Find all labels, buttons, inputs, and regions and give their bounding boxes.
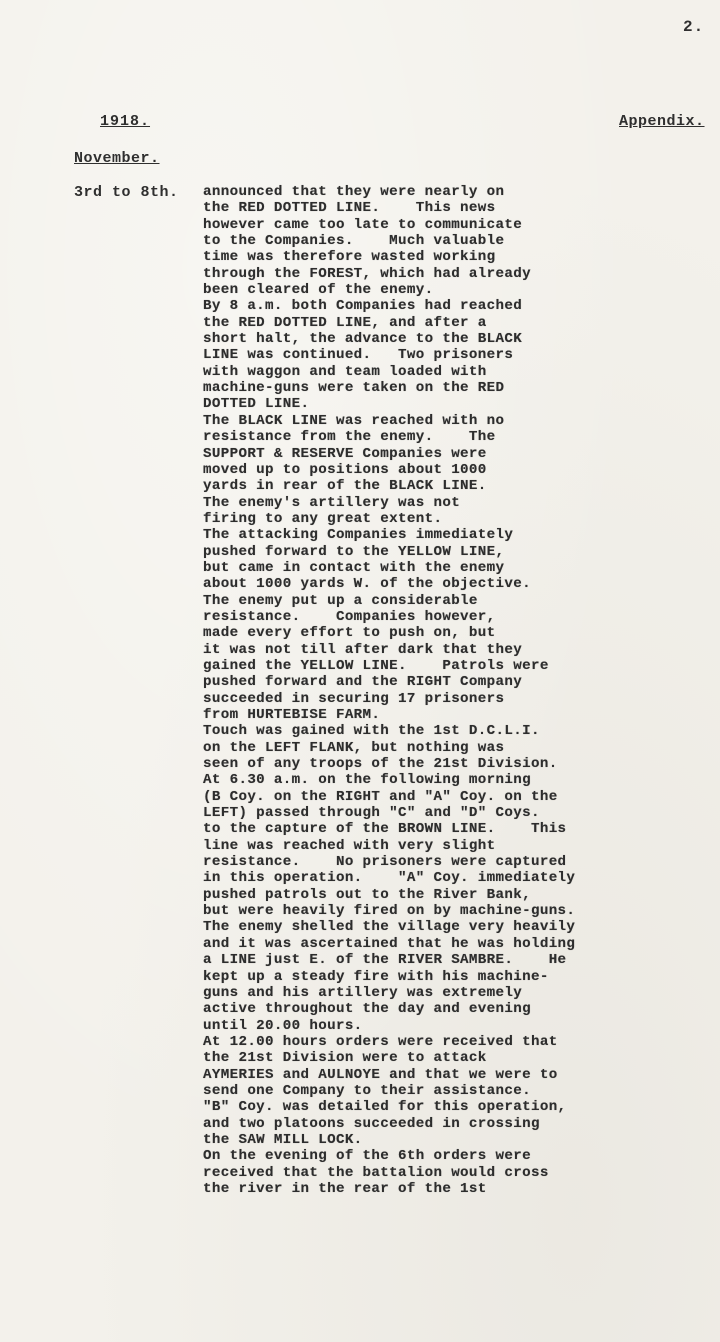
text-line: but came in contact with the enemy [203, 559, 505, 576]
text-line: The BLACK LINE was reached with no [203, 412, 505, 429]
text-line: The enemy's artillery was not [203, 494, 461, 511]
text-line: guns and his artillery was extremely [203, 984, 523, 1001]
text-line: (B Coy. on the RIGHT and "A" Coy. on the [203, 788, 558, 805]
text-line: received that the battalion would cross [203, 1164, 549, 1181]
text-line: The enemy shelled the village very heavily [203, 919, 576, 936]
text-line: announced that they were nearly on [203, 184, 505, 200]
page-number: 2. [683, 18, 705, 36]
text-line: send one Company to their assistance. [203, 1082, 531, 1099]
war-diary-entry [203, 184, 715, 1197]
text-line: until 20.00 hours. [203, 1017, 363, 1034]
text-line: the RED DOTTED LINE, and after a [203, 314, 487, 331]
text-line: time was therefore wasted working [203, 249, 496, 266]
text-line: been cleared of the enemy. [203, 282, 434, 299]
text-line: resistance. Companies however, [203, 608, 496, 625]
text-line: in this operation. "A" Coy. immediately [203, 870, 576, 887]
text-line: short halt, the advance to the BLACK [203, 331, 523, 348]
text-line: on the LEFT FLANK, but nothing was [203, 739, 505, 756]
text-line: succeeded in securing 17 prisoners [203, 690, 505, 707]
text-line: yards in rear of the BLACK LINE. [203, 478, 487, 495]
text-line: machine-guns were taken on the RED [203, 380, 505, 397]
text-line: gained the YELLOW LINE. Patrols were [203, 657, 549, 674]
text-line: At 12.00 hours orders were received that [203, 1033, 558, 1050]
text-line: kept up a steady fire with his machine- [203, 968, 549, 985]
text-line: line was reached with very slight [203, 837, 496, 854]
text-line: LEFT) passed through "C" and "D" Coys. [203, 805, 540, 822]
text-line: from HURTEBISE FARM. [203, 707, 381, 723]
text-line: The enemy put up a considerable [203, 592, 478, 609]
text-line: active throughout the day and evening [203, 1001, 531, 1018]
text-line: firing to any great extent. [203, 510, 443, 527]
text-line: SUPPORT & RESERVE Companies were [203, 445, 487, 462]
header-appendix: Appendix. [619, 113, 705, 130]
text-line: about 1000 yards W. of the objective. [203, 576, 531, 593]
text-line: pushed forward to the YELLOW LINE, [203, 543, 505, 560]
text-line: resistance. No prisoners were captured [203, 854, 567, 871]
month-heading: November. [74, 150, 160, 167]
text-line: with waggon and team loaded with [203, 363, 487, 380]
text-line: The attacking Companies immediately [203, 527, 514, 544]
text-line: By 8 a.m. both Companies had reached [203, 298, 523, 315]
text-line: AYMERIES and AULNOYE and that we were to [203, 1066, 558, 1083]
text-line: the 21st Division were to attack [203, 1050, 487, 1067]
text-line: to the capture of the BROWN LINE. This [203, 821, 567, 838]
text-line: the SAW MILL LOCK. [203, 1131, 363, 1148]
text-line: pushed forward and the RIGHT Company [203, 674, 523, 691]
text-line: DOTTED LINE. [203, 396, 310, 413]
text-line: it was not till after dark that they [203, 641, 523, 658]
text-line: "B" Coy. was detailed for this operation, [203, 1099, 567, 1116]
text-line: At 6.30 a.m. on the following morning [203, 772, 531, 789]
header-year: 1918. [100, 113, 151, 130]
text-line: seen of any troops of the 21st Division. [203, 756, 558, 773]
text-line: to the Companies. Much valuable [203, 233, 505, 250]
date-range: 3rd to 8th. [74, 184, 179, 201]
text-line: through the FOREST, which had already [203, 265, 531, 282]
text-line: and it was ascertained that he was holding [203, 935, 576, 952]
text-line: moved up to positions about 1000 [203, 461, 487, 478]
text-line: resistance from the enemy. The [203, 429, 496, 446]
text-line: LINE was continued. Two prisoners [203, 347, 514, 364]
text-line: but were heavily fired on by machine-guns. [203, 903, 576, 920]
text-line: and two platoons succeeded in crossing [203, 1115, 540, 1132]
text-line: pushed patrols out to the River Bank, [203, 886, 531, 903]
text-line: a LINE just E. of the RIVER SAMBRE. He [203, 952, 567, 969]
text-line: the river in the rear of the 1st [203, 1180, 487, 1197]
text-line: the RED DOTTED LINE. This news [203, 200, 496, 217]
text-line: however came too late to communicate [203, 216, 523, 233]
text-line: Touch was gained with the 1st D.C.L.I. [203, 723, 540, 740]
text-line: made every effort to push on, but [203, 625, 496, 642]
text-line: On the evening of the 6th orders were [203, 1148, 531, 1165]
